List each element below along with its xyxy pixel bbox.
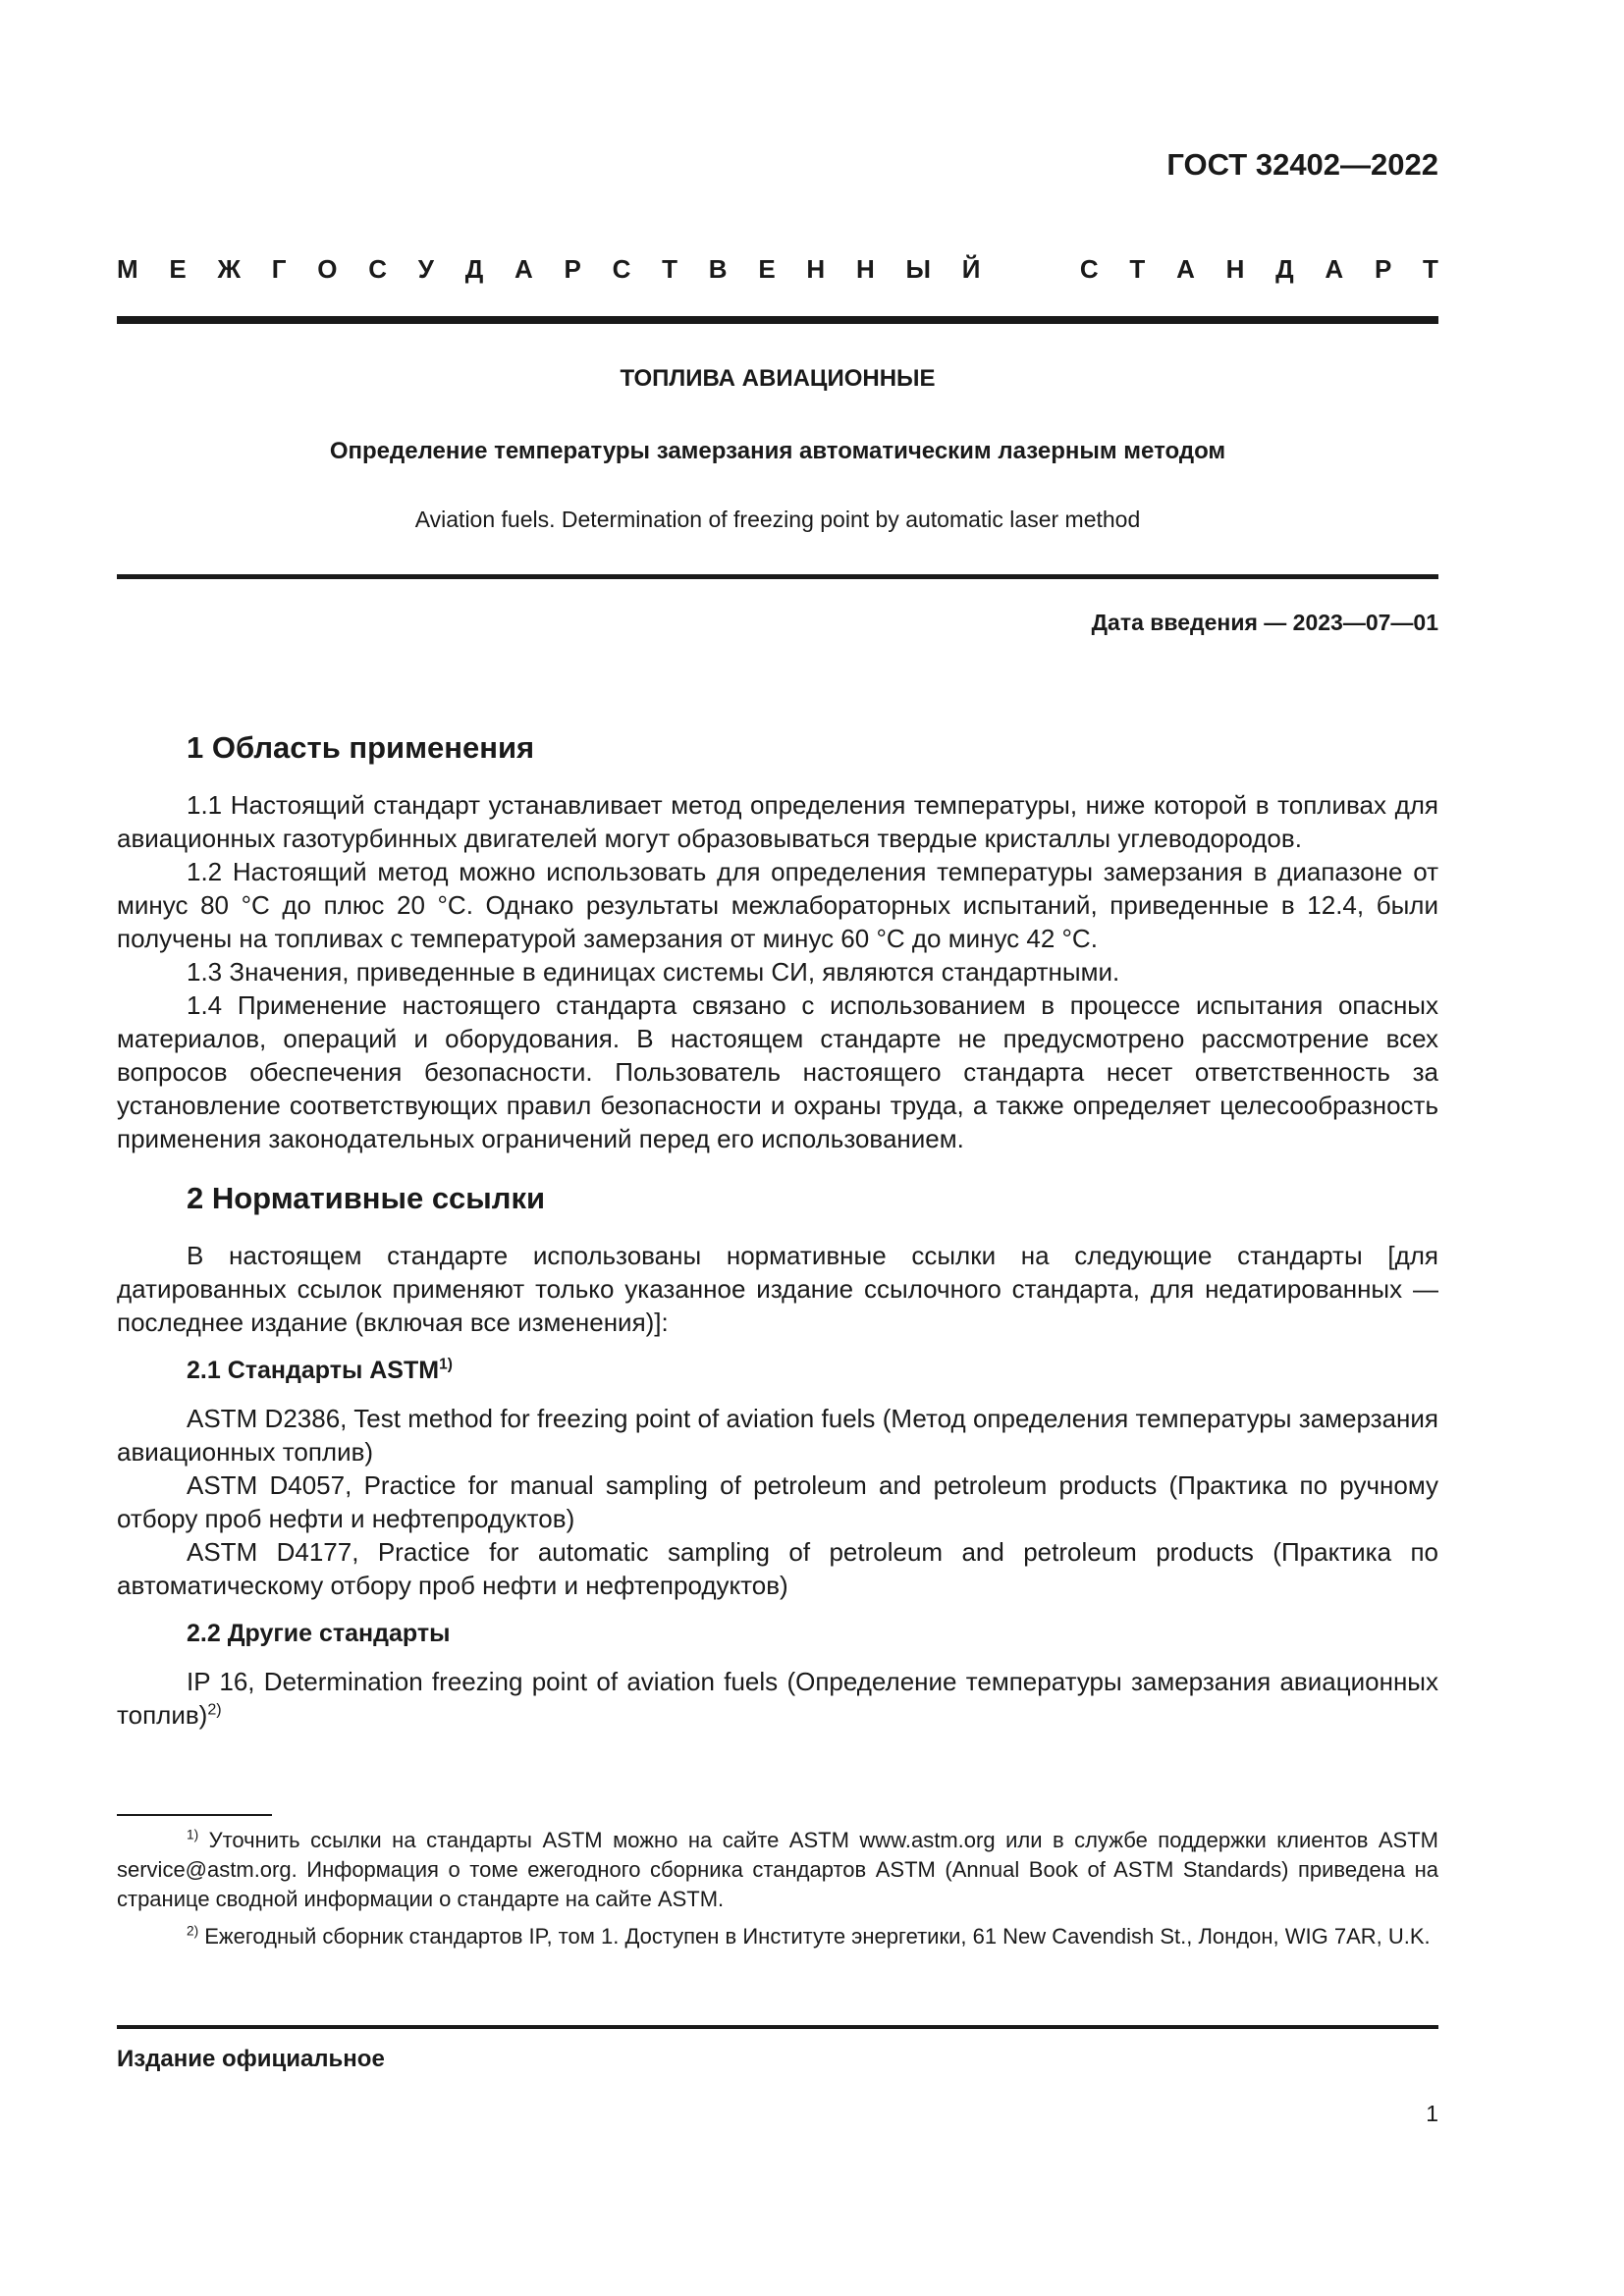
footnote-2-text: Ежегодный сборник стандартов IP, том 1. Доступен в Институте энергетики, 61 New Cavendish St., Лондон, WIG 7AR, U.K. (198, 1924, 1431, 1949)
standard-type-letter: Т (1129, 254, 1146, 284)
document-body (117, 728, 1438, 1732)
standard-type-letter: Р (564, 254, 581, 284)
standard-type-letter: Й (961, 254, 981, 284)
paragraph-1-1: 1.1 Настоящий стандарт устанавливает метод определения температуры, ниже которой в топливах для авиационных газотурбинных двигателей могут образовываться твердые кристаллы углеводородов. (117, 790, 1438, 853)
standard-type-letter: У (417, 254, 434, 284)
standard-type-letter: Д (1275, 254, 1294, 284)
standard-type-letter: Г (271, 254, 287, 284)
standard-type-letter: В (708, 254, 728, 284)
footnote-separator (117, 1814, 272, 1816)
document-page (117, 0, 1438, 2296)
standard-type-letter: Р (1374, 254, 1392, 284)
document-title-english: Aviation fuels. Determination of freezing point by automatic laser method (414, 507, 1141, 532)
reference-astm-d4177: ASTM D4177, Practice for automatic sampling of petroleum and petroleum products (Практика по автоматическому отбору проб нефти и нефтепродуктов) (117, 1537, 1438, 1600)
subsection-2-1-title: 2.1 Стандарты ASTM (187, 1357, 440, 1384)
standard-type-letter: С (612, 254, 631, 284)
standard-type-letter: Е (758, 254, 776, 284)
footnote-1 (117, 1826, 1438, 1914)
standard-type-letter: Н (1225, 254, 1245, 284)
standard-type-letter: А (514, 254, 533, 284)
footnote-ref-1[interactable]: 1) (439, 1356, 453, 1373)
standard-type-letter: Т (1423, 254, 1438, 284)
standard-type-letter: Д (464, 254, 484, 284)
standard-type-letter: Ы (905, 254, 931, 284)
introduction-date: Дата введения — 2023—07—01 (1091, 610, 1438, 635)
document-number: ГОСТ 32402—2022 (1166, 147, 1438, 182)
document-title: ТОПЛИВА АВИАЦИОННЫЕ (620, 365, 936, 392)
section-2-heading: 2 Нормативные ссылки (187, 1181, 546, 1215)
footnote-2 (117, 1922, 1438, 1951)
paragraph-1-3: 1.3 Значения, приведенные в единицах системы СИ, являются стандартными. (187, 957, 1120, 987)
edition-label: Издание официальное (117, 2046, 385, 2072)
document-subtitle: Определение температуры замерзания автоматическим лазерным методом (329, 438, 1226, 464)
standard-type-letter: М (117, 254, 138, 284)
subsection-2-2-heading: 2.2 Другие стандарты (187, 1620, 451, 1647)
standard-type-letter: А (1325, 254, 1344, 284)
standard-type-letter: А (1176, 254, 1195, 284)
standard-type-letter: Н (806, 254, 826, 284)
footnote-ref-2[interactable]: 2) (207, 1700, 222, 1719)
standard-type-letter: Н (855, 254, 875, 284)
footnotes (117, 1826, 1438, 1959)
reference-ip16-text: IP 16, Determination freezing point of aviation fuels (Определение температуры замерзания авиационных топлив) (117, 1667, 1438, 1730)
word-gap (1011, 253, 1049, 285)
standard-type-letter: Ж (217, 254, 242, 284)
paragraph-1-4: 1.4 Применение настоящего стандарта связано с использованием в процессе испытания опасных материалов, операций и оборудования. В настоящем стандарте не предусмотрено рассмотрение всех вопросов обеспечения безопасности. Пользователь настоящего стандарта несет ответственность за установление соответствующих правил безопасности и охраны труда, а также определяет целесообразность применения законодательных ограничений перед его использованием. (117, 990, 1438, 1153)
standard-type-letter: С (368, 254, 388, 284)
footer-rule (117, 2025, 1438, 2029)
standard-type-letter: Т (662, 254, 678, 284)
footnote-2-mark: 2) (187, 1923, 199, 1939)
section-2-intro: В настоящем стандарте использованы нормативные ссылки на следующие стандарты [для датированных ссылок применяют только указанное издание ссылочного стандарта, для недатированных — последнее издание (включая все изменения)]: (117, 1241, 1438, 1337)
subsection-2-1-heading (117, 1353, 1438, 1388)
footnote-1-mark: 1) (187, 1827, 199, 1842)
title-rule (117, 574, 1438, 579)
reference-astm-d2386: ASTM D2386, Test method for freezing point of aviation fuels (Метод определения температуры замерзания авиационных топлив) (117, 1404, 1438, 1467)
section-1-heading: 1 Область применения (187, 730, 535, 765)
footnote-1-text: Уточнить ссылки на стандарты ASTM можно на сайте ASTM www.astm.org или в службе поддержки клиентов ASTM service@astm.org. Информация о томе ежегодного сборника стандартов ASTM (Annual Book of ASTM Standards) приведена на странице сводной информации о стандарте на сайте ASTM. (117, 1828, 1438, 1911)
header-rule (117, 316, 1438, 324)
page-number: 1 (1426, 2101, 1438, 2126)
standard-type-letter: Е (169, 254, 187, 284)
paragraph-1-2: 1.2 Настоящий метод можно использовать для определения температуры замерзания в диапазоне от минус 80 °C до плюс 20 °C. Однако результаты межлабораторных испытаний, приведенные в 12.4, были получены на топливах с температурой замерзания от минус 60 °C до минус 42 °C. (117, 857, 1438, 953)
standard-type-letter: О (317, 254, 338, 284)
reference-ip16 (117, 1665, 1438, 1732)
standard-type-letter: С (1079, 254, 1099, 284)
reference-astm-d4057: ASTM D4057, Practice for manual sampling of petroleum and petroleum products (Практика по ручному отбору проб нефти и нефтепродуктов) (117, 1470, 1438, 1533)
standard-type-label (117, 253, 1438, 285)
